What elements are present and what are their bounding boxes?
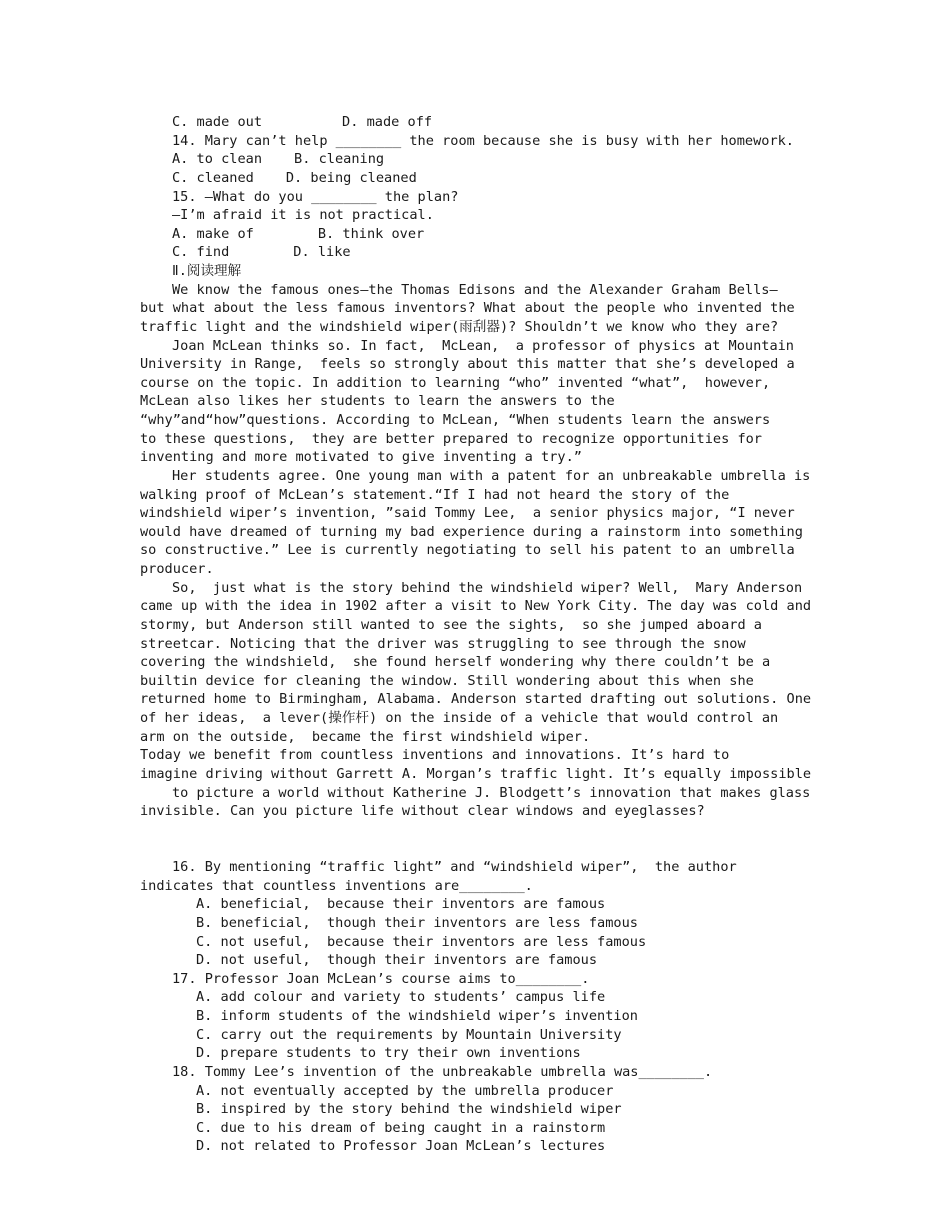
q18-option-c: C. due to his dream of being caught in a rainstorm [196,1119,606,1136]
passage-line: so constructive.” Lee is currently negotiating to sell his patent to an umbrella [140,542,795,559]
document-content [140,113,820,1156]
passage-line: McLean also likes her students to learn the answers to the [140,393,615,410]
q15-option-c: C. find [172,244,230,261]
q18-option-b: B. inspired by the story behind the windshield wiper [196,1101,622,1118]
q14-option-b: B. cleaning [294,151,385,168]
q16-option-c: C. not useful, because their inventors are less famous [196,933,647,950]
passage-line: returned home to Birmingham, Alabama. Anderson started drafting out solutions. One [140,691,812,708]
q15-option-a: A. make of [172,225,254,242]
passage-line: covering the windshield, she found herself wondering why there couldn’t be a [140,654,771,671]
passage-line: traffic light and the windshield wiper(雨刮器)? Shouldn’t we know who they are? [140,318,779,335]
q16-option-a: A. beneficial, because their inventors are famous [196,896,606,913]
passage-line: to picture a world without Katherine J. Blodgett’s innovation that makes glass [172,784,811,801]
passage-line: Today we benefit from countless inventions and innovations. It’s hard to [140,747,730,764]
passage-line: imagine driving without Garrett A. Morgan’s traffic light. It’s equally impossible [140,765,812,782]
passage-line: University in Range, feels so strongly about this matter that she’s developed a [140,356,795,373]
q13-option-d: D. made off [342,114,433,130]
passage-line: stormy, but Anderson still wanted to see the sights, so she jumped aboard a [140,616,762,633]
q17-option-d: D. prepare students to try their own inventions [196,1045,581,1062]
passage-line: would have dreamed of turning my bad experience during a rainstorm into something [140,523,803,540]
q13-options-row [140,113,820,132]
q17-stem: 17. Professor Joan McLean’s course aims to________. [172,970,590,987]
passage-line: inventing and more motivated to give inventing a try.” [140,449,582,466]
passage-line: “why”and“how”questions. According to McLean, “When students learn the answers [140,412,771,428]
passage-line: producer. [140,561,214,577]
passage-line: streetcar. Noticing that the driver was struggling to see through the snow [140,635,746,652]
q16-stem-line: 16. By mentioning “traffic light” and “windshield wiper”, the author [172,859,737,875]
passage-line: invisible. Can you picture life without clear windows and eyeglasses? [140,803,705,820]
passage-line: So, just what is the story behind the windshield wiper? Well, Mary Anderson [172,579,803,596]
passage-line: arm on the outside, became the first windshield wiper. [140,728,591,745]
q17-option-b: B. inform students of the windshield wiper’s invention [196,1008,638,1024]
q15-stem: 15. —What do you ________ the plan? [172,188,459,205]
q14-option-d: D. being cleaned [285,169,417,186]
passage-line: We know the famous ones—the Thomas Edisons and the Alexander Graham Bells— [172,281,778,298]
passage-line: to these questions, they are better prepared to recognize opportunities for [140,430,762,447]
q18-option-a: A. not eventually accepted by the umbrella producer [196,1082,614,1099]
passage-line: course on the topic. In addition to learning “who” invented “what”, however, [140,374,771,391]
q15-reply: —I’m afraid it is not practical. [172,207,434,224]
q14-options-row-1 [140,150,820,169]
q15-options-row-2 [140,243,820,262]
passage-line [140,839,820,858]
section-heading: Ⅱ.阅读理解 [172,263,242,279]
q17-option-a: A. add colour and variety to students’ campus life [196,989,606,1006]
passage-line: walking proof of McLean’s statement.“If I had not heard the story of the [140,486,730,503]
passage-line: of her ideas, a lever(操作杆) on the inside of a vehicle that would control an [140,710,779,726]
passage-line: Her students agree. One young man with a patent for an unbreakable umbrella is [172,467,811,484]
passage-line: windshield wiper’s invention, ”said Tommy Lee, a senior physics major, “I never [140,505,795,522]
passage-line [140,821,820,840]
q14-options-row-2 [140,169,820,188]
q14-stem: 14. Mary can’t help ________ the room because she is busy with her homework. [172,132,794,149]
passage-line: builtin device for cleaning the window. Still wondering about this when she [140,672,754,689]
q16-option-d: D. not useful, though their inventors are famous [196,952,598,969]
q15-option-d: D. like [293,244,351,261]
q17-option-c: C. carry out the requirements by Mountain University [196,1026,622,1043]
q14-option-a: A. to clean [172,151,263,168]
q18-option-d: D. not related to Professor Joan McLean’s lectures [196,1138,606,1155]
passage-line: Joan McLean thinks so. In fact, McLean, a professor of physics at Mountain [172,337,794,354]
passage-line: but what about the less famous inventors? What about the people who invented the [140,300,795,317]
q16-stem-line: indicates that countless inventions are________. [140,877,533,894]
passage-line: came up with the idea in 1902 after a visit to New York City. The day was cold and [140,598,812,615]
q16-option-b: B. beneficial, though their inventors are less famous [196,914,638,931]
q15-option-b: B. think over [317,225,425,242]
q13-option-c: C. made out [172,114,263,130]
q14-option-c: C. cleaned [172,169,254,186]
q18-stem: 18. Tommy Lee’s invention of the unbreakable umbrella was________. [172,1063,713,1080]
q15-options-row-1 [140,225,820,244]
